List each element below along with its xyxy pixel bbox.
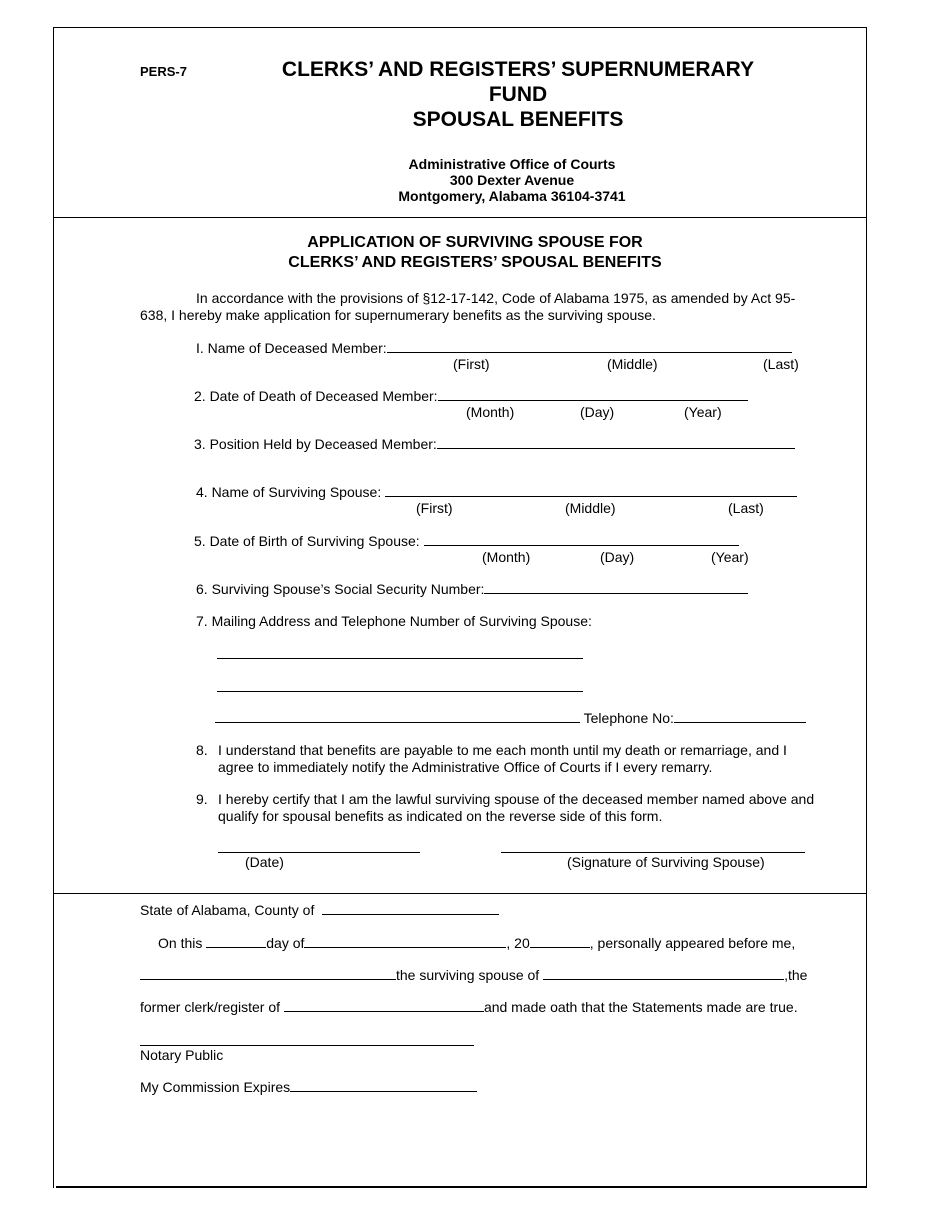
item5-year-sublabel: (Year) <box>711 549 749 565</box>
item1-middle-sublabel: (Middle) <box>607 356 658 372</box>
ssn-field[interactable] <box>484 582 748 594</box>
intro-paragraph <box>140 290 810 324</box>
spouse-name-field[interactable] <box>385 485 797 497</box>
item9-number: 9. <box>196 791 208 807</box>
spouse-birth-date-field[interactable] <box>424 534 739 546</box>
item5-row <box>194 533 739 549</box>
item1-first-sublabel: (First) <box>453 356 490 372</box>
commission-field[interactable] <box>290 1080 477 1092</box>
item7-label: 7. Mailing Address and Telephone Number of Surviving Spouse: <box>196 613 592 629</box>
notary-signature-field[interactable] <box>140 1034 474 1046</box>
former-clerk-label: former clerk/register of <box>140 999 281 1015</box>
notary-public-label: Notary Public <box>140 1047 224 1063</box>
date-sublabel: (Date) <box>245 854 284 870</box>
item6-row <box>196 581 748 597</box>
death-date-field[interactable] <box>438 389 748 401</box>
commission-row <box>140 1079 477 1095</box>
signature-field[interactable] <box>501 841 805 853</box>
page-bottom-border <box>56 1186 867 1188</box>
month-field[interactable] <box>304 936 506 948</box>
item8-text: I understand that benefits are payable to me each month until my death or remarriage, and I agree to immediately notify the Administrative Office of Courts if I every remarry. <box>218 742 787 775</box>
county-field[interactable] <box>322 903 499 915</box>
item4-middle-sublabel: (Middle) <box>565 500 616 516</box>
item4-row <box>196 484 797 500</box>
on-this-label: On this <box>158 935 203 951</box>
office-name: Administrative Office of Courts <box>408 156 616 172</box>
form-title-line3: SPOUSAL BENEFITS <box>412 108 624 131</box>
position-held-field[interactable] <box>437 437 795 449</box>
day-field[interactable] <box>206 936 266 948</box>
deceased-name-field[interactable] <box>387 341 792 353</box>
form-title <box>200 57 836 132</box>
item2-row <box>194 388 748 404</box>
address-line2-field[interactable] <box>217 680 583 692</box>
item2-label: 2. Date of Death of Deceased Member: <box>194 388 438 404</box>
appearing-spouse-field[interactable] <box>140 968 396 980</box>
notary-divider <box>54 893 866 894</box>
application-title-line1: APPLICATION OF SURVIVING SPOUSE FOR <box>307 234 643 251</box>
application-title-line2: CLERKS’ AND REGISTERS’ SPOUSAL BENEFITS <box>288 254 662 271</box>
item5-month-sublabel: (Month) <box>482 549 531 565</box>
form-title-line2: FUND <box>488 83 548 106</box>
telephone-field[interactable] <box>674 711 806 723</box>
twenty-label: , 20 <box>506 935 530 951</box>
spouse-of-row <box>140 967 807 983</box>
item1-last-sublabel: (Last) <box>763 356 799 372</box>
intro-line2: 638, I hereby make application for supernumerary benefits as the surviving spouse. <box>140 307 656 323</box>
state-county-row <box>140 902 499 918</box>
item2-day-sublabel: (Day) <box>580 404 615 420</box>
former-clerk-row <box>140 999 798 1015</box>
the-label: ,the <box>784 967 808 983</box>
item4-label: 4. Name of Surviving Spouse: <box>196 484 382 500</box>
header-divider <box>54 217 866 218</box>
day-of-label: day of <box>266 935 305 951</box>
item5-day-sublabel: (Day) <box>600 549 635 565</box>
appearance-row <box>158 935 795 951</box>
item4-first-sublabel: (First) <box>416 500 453 516</box>
item6-label: 6. Surviving Spouse’s Social Security Number: <box>196 581 485 597</box>
item2-month-sublabel: (Month) <box>466 404 515 420</box>
former-county-field[interactable] <box>284 1000 484 1012</box>
address-telephone-row <box>215 710 806 726</box>
item1-row <box>196 340 792 356</box>
item8-number: 8. <box>196 742 208 758</box>
state-county-label: State of Alabama, County of <box>140 902 315 918</box>
spouse-of-label: the surviving spouse of <box>396 967 540 983</box>
item3-row <box>194 436 795 452</box>
form-id: PERS-7 <box>140 64 187 79</box>
item4-last-sublabel: (Last) <box>728 500 764 516</box>
intro-line1: In accordance with the provisions of §12-17-142, Code of Alabama 1975, as amended by Act 95- <box>196 290 796 306</box>
deceased-of-field[interactable] <box>543 968 784 980</box>
office-address <box>300 156 724 204</box>
oath-label: and made oath that the Statements made are true. <box>483 999 798 1015</box>
date-field[interactable] <box>218 841 420 853</box>
address-line3-field[interactable] <box>215 711 580 723</box>
signature-sublabel: (Signature of Surviving Spouse) <box>567 854 765 870</box>
office-street: 300 Dexter Avenue <box>449 172 575 188</box>
item9-text: I hereby certify that I am the lawful surviving spouse of the deceased member named above and qualify for spousal benefits as indicated on the reverse side of this form. <box>218 791 815 824</box>
appeared-label: , personally appeared before me, <box>589 935 796 951</box>
commission-label: My Commission Expires <box>140 1079 291 1095</box>
item5-label: 5. Date of Birth of Surviving Spouse: <box>194 533 420 549</box>
item3-label: 3. Position Held by Deceased Member: <box>194 436 437 452</box>
address-line1-field[interactable] <box>217 647 583 659</box>
item2-year-sublabel: (Year) <box>684 404 722 420</box>
item1-label: I. Name of Deceased Member: <box>196 340 387 356</box>
office-city: Montgomery, Alabama 36104-3741 <box>398 188 626 204</box>
form-title-line1: CLERKS’ AND REGISTERS’ SUPERNUMERARY <box>281 58 755 81</box>
application-title <box>200 233 750 273</box>
telephone-label: Telephone No: <box>583 710 674 726</box>
year-field[interactable] <box>530 936 590 948</box>
